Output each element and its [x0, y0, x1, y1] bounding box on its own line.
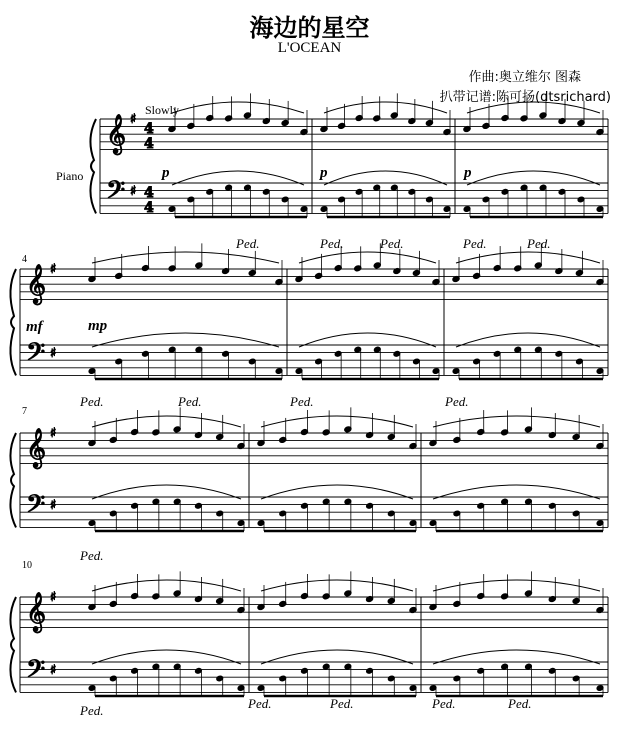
treble-clef-icon: 𝄞 — [106, 114, 127, 154]
pedal-marking: Ped. — [290, 394, 314, 409]
page-title: 海边的星空 — [249, 14, 370, 42]
pedal-marking: Ped. — [445, 394, 469, 409]
pedal-marking: Ped. — [248, 696, 272, 711]
bass-clef-icon: 𝄢 — [26, 490, 46, 525]
time-signature-digit: 4 — [144, 136, 154, 152]
slur — [433, 580, 600, 591]
pedal-marking: Ped. — [80, 394, 104, 409]
instrument-label: Piano — [56, 169, 84, 183]
dynamic-marking: mf — [26, 319, 43, 335]
dynamic-marking: mp — [88, 318, 108, 334]
system-1 — [90, 93, 608, 217]
brace — [10, 433, 16, 527]
slur — [467, 102, 600, 113]
sharp-icon: ♯ — [50, 498, 57, 513]
slur — [172, 102, 304, 113]
brace — [10, 269, 16, 375]
system-2 — [10, 243, 608, 379]
slur — [456, 252, 600, 263]
sharp-icon: ♯ — [50, 663, 57, 678]
time-signature-digit: 4 — [144, 121, 154, 137]
pedal-marking: Ped. — [80, 548, 104, 563]
sharp-icon: ♯ — [50, 262, 57, 277]
dynamic-marking: p — [320, 165, 328, 181]
time-signature-digit: 4 — [144, 200, 154, 216]
composer-credit: 作曲:奥立维尔 图森 — [468, 70, 581, 85]
pedal-marking: Ped. — [380, 236, 404, 251]
sharp-icon: ♯ — [130, 112, 137, 127]
tempo-marking: Slowly — [145, 103, 180, 117]
system-4 — [10, 571, 608, 696]
system-3 — [10, 407, 608, 531]
slur — [261, 580, 413, 591]
brace — [90, 119, 96, 213]
treble-clef-icon: 𝄞 — [26, 264, 47, 304]
pedal-marking: Ped. — [432, 696, 456, 711]
time-signature-digit: 4 — [144, 185, 154, 201]
bass-clef-icon: 𝄢 — [26, 338, 46, 373]
measure-number: 7 — [22, 406, 27, 417]
pedal-marking: Ped. — [508, 696, 532, 711]
slur — [92, 580, 241, 591]
dynamic-marking: p — [162, 165, 170, 181]
measure-number: 10 — [22, 560, 32, 571]
sharp-icon: ♯ — [130, 184, 137, 199]
pedal-marking: Ped. — [463, 236, 487, 251]
treble-clef-icon: 𝄞 — [26, 428, 47, 468]
slur — [324, 102, 447, 113]
sharp-icon: ♯ — [50, 590, 57, 605]
treble-clef-icon: 𝄞 — [26, 592, 47, 632]
brace — [10, 597, 16, 692]
sharp-icon: ♯ — [50, 346, 57, 361]
pedal-marking: Ped. — [236, 236, 260, 251]
measure-number: 4 — [22, 254, 27, 265]
pedal-marking: Ped. — [527, 236, 551, 251]
bass-clef-icon: 𝄢 — [106, 176, 126, 211]
slur — [299, 252, 436, 263]
pedal-marking: Ped. — [330, 696, 354, 711]
slur — [261, 416, 413, 427]
bass-clef-icon: 𝄢 — [26, 655, 46, 690]
pedal-marking: Ped. — [178, 394, 202, 409]
pedal-marking: Ped. — [320, 236, 344, 251]
pedal-marking: Ped. — [80, 703, 104, 718]
slur — [92, 416, 241, 427]
slur — [92, 252, 279, 263]
pedal-layer — [79, 236, 550, 718]
sharp-icon: ♯ — [50, 426, 57, 441]
page-subtitle: L'OCEAN — [277, 40, 342, 56]
slur — [433, 416, 600, 427]
transcriber-credit: 扒带记谱:陈可扬(dtsrichard) — [439, 90, 611, 105]
dynamic-marking: p — [464, 165, 472, 181]
